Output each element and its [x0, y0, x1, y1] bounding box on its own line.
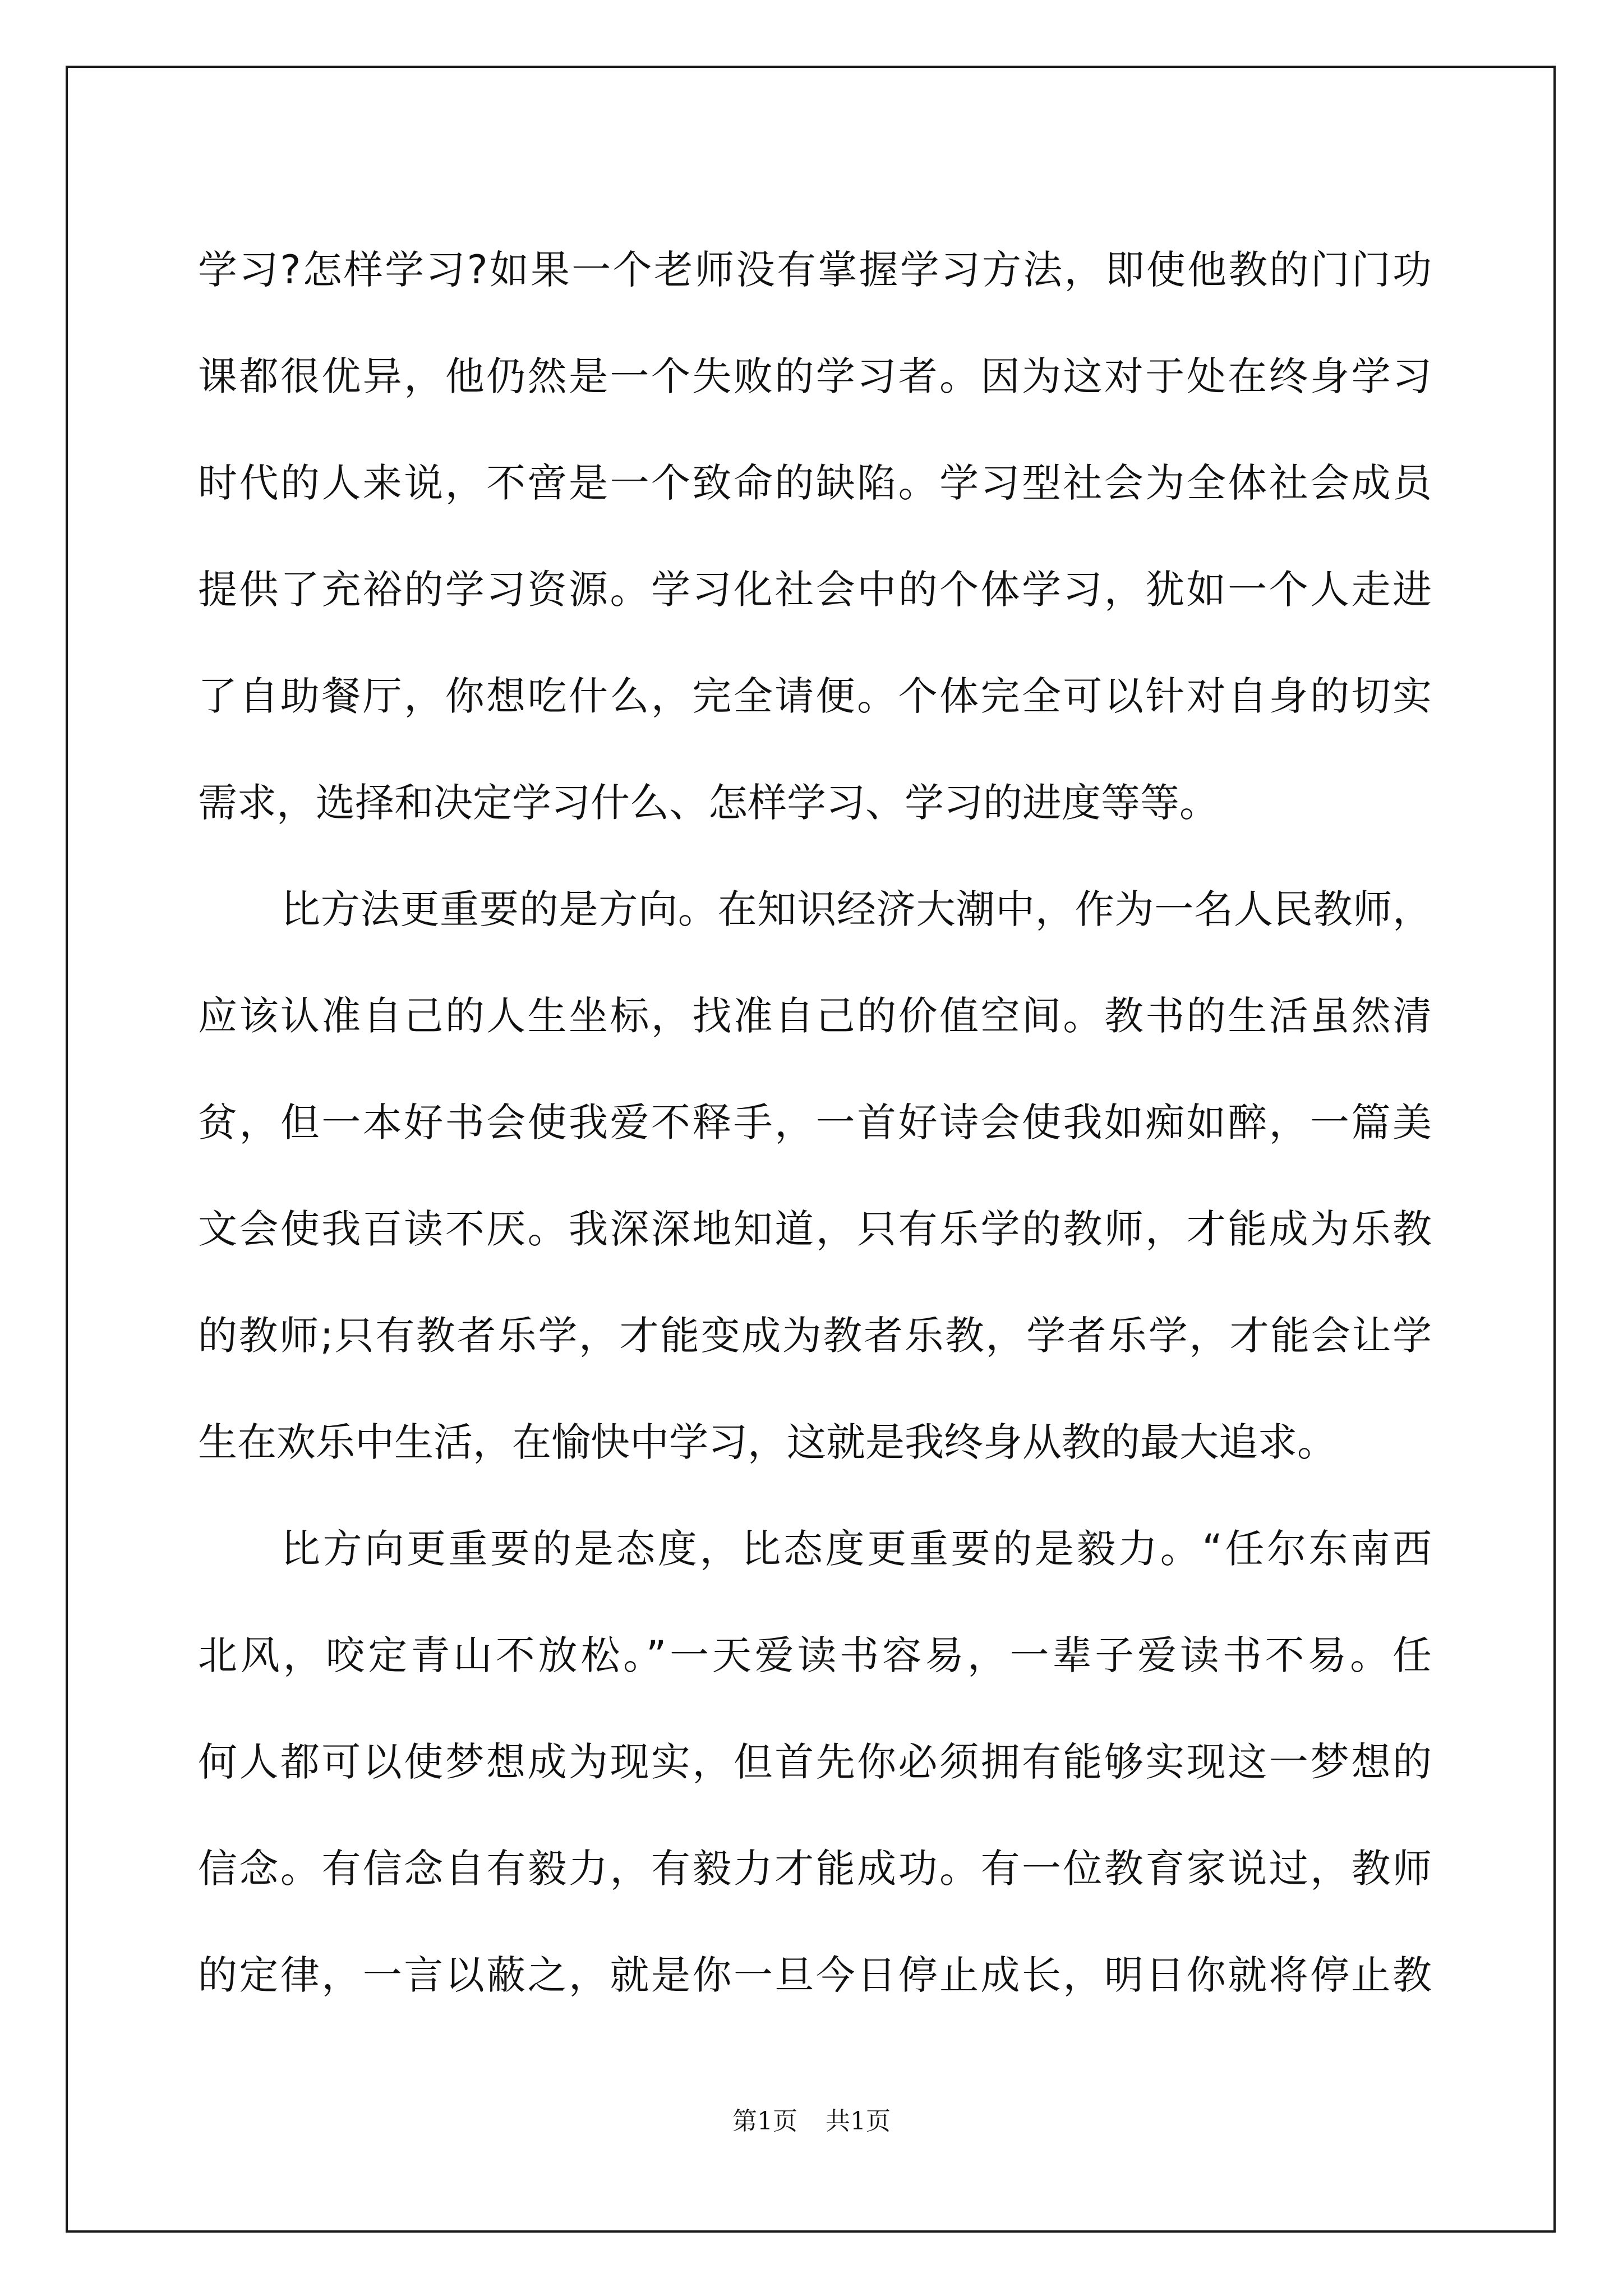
text-line: 应该认准自己的人生坐标，找准自己的价值空间。教书的生活虽然清: [198, 993, 1432, 1039]
text-line: 课都很优异，他仍然是一个失败的学习者。因为这对于处在终身学习: [198, 353, 1432, 399]
text-line: 学习?怎样学习?如果一个老师没有掌握学习方法，即使他教的门门功: [198, 247, 1432, 293]
text-line: 比方向更重要的是态度，比态度更重要的是毅力。“任尔东南西: [281, 1526, 1432, 1572]
text-line: 贫，但一本好书会使我爱不释手，一首好诗会使我如痴如醉，一篇美: [198, 1099, 1432, 1145]
text-line: 的教师;只有教者乐学，才能变成为教者乐教，学者乐学，才能会让学: [198, 1313, 1432, 1359]
text-line: 信念。有信念自有毅力，有毅力才能成功。有一位教育家说过，教师: [198, 1846, 1432, 1892]
text-line: 时代的人来说，不啻是一个致命的缺陷。学习型社会为全体社会成员: [198, 460, 1432, 506]
text-line: 生在欢乐中生活，在愉快中学习，这就是我终身从教的最大追求。: [198, 1419, 1336, 1465]
text-line: 了自助餐厅，你想吃什么，完全请便。个体完全可以针对自身的切实: [198, 673, 1432, 719]
page-footer: [0, 2101, 1623, 2137]
text-line: 的定律，一言以蔽之，就是你一旦今日停止成长，明日你就将停止教: [198, 1952, 1432, 1998]
document-body: [198, 217, 1432, 2028]
page-total: 共1页: [826, 2107, 891, 2136]
page-number: 第1页: [732, 2107, 797, 2136]
text-line: 何人都可以使梦想成为现实，但首先你必须拥有能够实现这一梦想的: [198, 1739, 1432, 1785]
text-line: 文会使我百读不厌。我深深地知道，只有乐学的教师，才能成为乐教: [198, 1206, 1432, 1252]
text-line: 比方法更重要的是方向。在知识经济大潮中，作为一名人民教师，: [281, 886, 1432, 932]
text-line: 提供了充裕的学习资源。学习化社会中的个体学习，犹如一个人走进: [198, 567, 1432, 613]
text-line: 北风，咬定青山不放松。”一天爱读书容易，一辈子爱读书不易。任: [198, 1632, 1432, 1678]
text-line: 需求，选择和决定学习什么、怎样学习、学习的进度等等。: [198, 780, 1219, 826]
